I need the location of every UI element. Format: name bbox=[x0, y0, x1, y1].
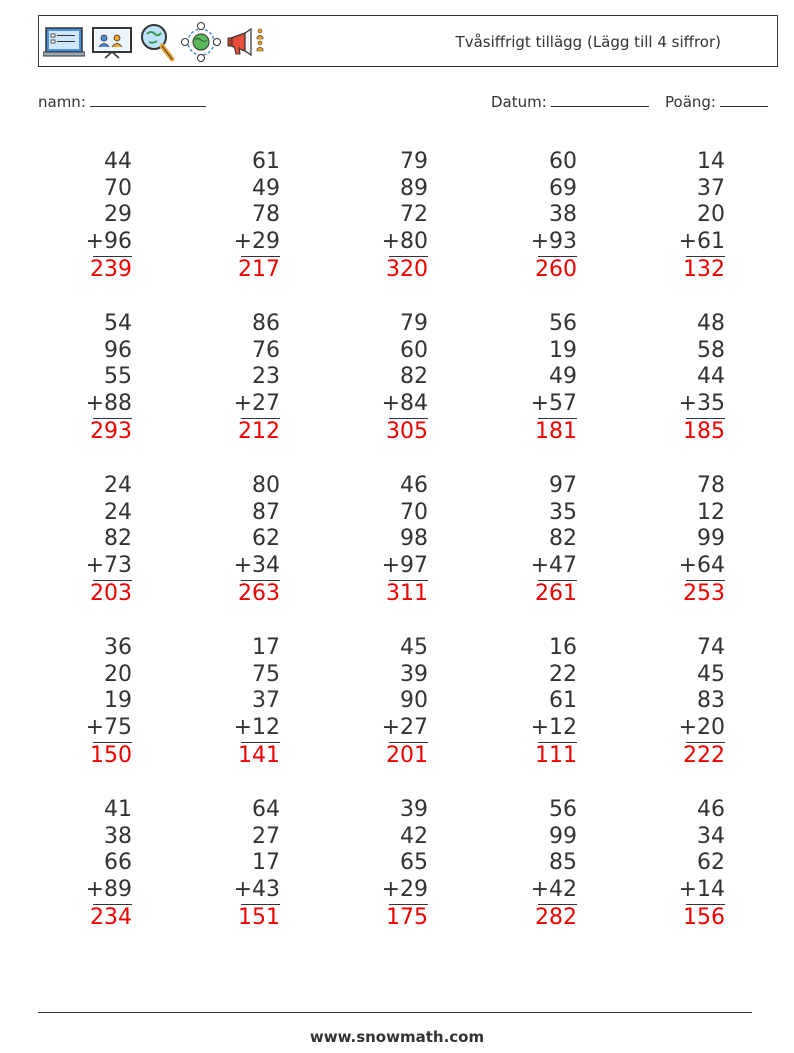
plus-sign: + bbox=[85, 715, 104, 741]
problem-1-1 bbox=[12, 148, 132, 288]
laptop-checklist-icon bbox=[43, 26, 85, 58]
problem-5-4 bbox=[457, 796, 577, 936]
problem-4-4 bbox=[457, 634, 577, 774]
addend: 61 bbox=[252, 149, 280, 174]
addend-value: 88 bbox=[104, 391, 132, 417]
last-addend bbox=[679, 876, 725, 903]
addend: 62 bbox=[697, 850, 725, 876]
addend-value: 20 bbox=[697, 715, 725, 741]
problem-2-4 bbox=[457, 310, 577, 450]
name-blank[interactable] bbox=[90, 92, 206, 107]
addend: 34 bbox=[697, 823, 725, 849]
plus-sign: + bbox=[678, 553, 697, 579]
problem-1-3 bbox=[308, 148, 428, 288]
addend: 37 bbox=[252, 688, 280, 714]
addend: 62 bbox=[252, 526, 280, 552]
answer: 111 bbox=[535, 742, 577, 768]
plus-sign: + bbox=[233, 391, 252, 417]
problem-3-3 bbox=[308, 472, 428, 612]
problem-2-3 bbox=[308, 310, 428, 450]
addend: 82 bbox=[400, 364, 428, 390]
footer-divider bbox=[38, 1012, 752, 1013]
last-addend bbox=[531, 390, 577, 417]
problem-3-1 bbox=[12, 472, 132, 612]
addend: 22 bbox=[549, 661, 577, 687]
addend: 12 bbox=[697, 499, 725, 525]
plus-sign: + bbox=[85, 229, 104, 255]
plus-sign: + bbox=[85, 553, 104, 579]
problem-2-5 bbox=[605, 310, 725, 450]
presentation-board-icon bbox=[91, 25, 133, 59]
addend: 97 bbox=[549, 473, 577, 498]
addend: 38 bbox=[549, 202, 577, 228]
answer: 320 bbox=[386, 256, 428, 282]
problem-5-2 bbox=[160, 796, 280, 936]
score-field[interactable] bbox=[665, 92, 768, 111]
addend-value: 73 bbox=[104, 553, 132, 579]
problem-4-2 bbox=[160, 634, 280, 774]
date-blank[interactable] bbox=[551, 92, 649, 107]
problem-1-4 bbox=[457, 148, 577, 288]
addend-value: 43 bbox=[252, 877, 280, 903]
megaphone-icon bbox=[227, 25, 269, 59]
score-label: Poäng: bbox=[665, 93, 716, 111]
network-globe-icon bbox=[181, 22, 221, 62]
last-addend bbox=[382, 390, 428, 417]
problem-4-3 bbox=[308, 634, 428, 774]
answer: 132 bbox=[683, 256, 725, 282]
addend: 49 bbox=[252, 175, 280, 201]
plus-sign: + bbox=[381, 391, 400, 417]
date-label: Datum: bbox=[491, 93, 547, 111]
plus-sign: + bbox=[233, 877, 252, 903]
plus-sign: + bbox=[678, 715, 697, 741]
worksheet-header bbox=[38, 15, 778, 67]
last-addend bbox=[531, 228, 577, 255]
answer: 217 bbox=[238, 256, 280, 282]
problem-1-2 bbox=[160, 148, 280, 288]
addend: 61 bbox=[549, 688, 577, 714]
problem-4-5 bbox=[605, 634, 725, 774]
last-addend bbox=[531, 876, 577, 903]
answer: 150 bbox=[90, 742, 132, 768]
answer: 151 bbox=[238, 904, 280, 930]
addend: 78 bbox=[697, 473, 725, 498]
last-addend bbox=[234, 552, 280, 579]
addend: 42 bbox=[400, 823, 428, 849]
addend: 17 bbox=[252, 635, 280, 660]
addend-value: 34 bbox=[252, 553, 280, 579]
magnifier-globe-icon bbox=[139, 22, 175, 62]
addend-value: 61 bbox=[697, 229, 725, 255]
addend: 75 bbox=[252, 661, 280, 687]
problem-2-1 bbox=[12, 310, 132, 450]
problem-5-5 bbox=[605, 796, 725, 936]
answer: 156 bbox=[683, 904, 725, 930]
score-blank[interactable] bbox=[720, 92, 768, 107]
addend: 39 bbox=[400, 661, 428, 687]
plus-sign: + bbox=[678, 391, 697, 417]
plus-sign: + bbox=[530, 553, 549, 579]
answer: 260 bbox=[535, 256, 577, 282]
addend: 60 bbox=[400, 337, 428, 363]
addend: 80 bbox=[252, 473, 280, 498]
addend: 54 bbox=[104, 311, 132, 336]
last-addend bbox=[86, 228, 132, 255]
addend-value: 84 bbox=[400, 391, 428, 417]
addend: 45 bbox=[400, 635, 428, 660]
addend: 20 bbox=[104, 661, 132, 687]
addend: 44 bbox=[697, 364, 725, 390]
addend-value: 12 bbox=[252, 715, 280, 741]
plus-sign: + bbox=[530, 391, 549, 417]
name-field[interactable] bbox=[38, 92, 206, 111]
addend: 29 bbox=[104, 202, 132, 228]
addend: 69 bbox=[549, 175, 577, 201]
plus-sign: + bbox=[530, 715, 549, 741]
last-addend bbox=[679, 552, 725, 579]
addend: 36 bbox=[104, 635, 132, 660]
date-field[interactable] bbox=[491, 92, 649, 111]
addend: 65 bbox=[400, 850, 428, 876]
addend: 82 bbox=[104, 526, 132, 552]
addend: 49 bbox=[549, 364, 577, 390]
addend-value: 14 bbox=[697, 877, 725, 903]
last-addend bbox=[234, 876, 280, 903]
answer: 263 bbox=[238, 580, 280, 606]
last-addend bbox=[382, 876, 428, 903]
addend-value: 75 bbox=[104, 715, 132, 741]
plus-sign: + bbox=[678, 229, 697, 255]
answer: 222 bbox=[683, 742, 725, 768]
name-label: namn: bbox=[38, 93, 86, 111]
plus-sign: + bbox=[381, 553, 400, 579]
addend-value: 12 bbox=[549, 715, 577, 741]
addend: 17 bbox=[252, 850, 280, 876]
answer: 201 bbox=[386, 742, 428, 768]
addend: 37 bbox=[697, 175, 725, 201]
problem-5-1 bbox=[12, 796, 132, 936]
last-addend bbox=[679, 714, 725, 741]
answer: 282 bbox=[535, 904, 577, 930]
last-addend bbox=[234, 714, 280, 741]
addend: 79 bbox=[400, 311, 428, 336]
addend: 83 bbox=[697, 688, 725, 714]
addend: 74 bbox=[697, 635, 725, 660]
addend: 41 bbox=[104, 797, 132, 822]
plus-sign: + bbox=[678, 877, 697, 903]
addend: 56 bbox=[549, 311, 577, 336]
addend-value: 80 bbox=[400, 229, 428, 255]
problem-3-5 bbox=[605, 472, 725, 612]
addend-value: 89 bbox=[104, 877, 132, 903]
last-addend bbox=[234, 390, 280, 417]
last-addend bbox=[234, 228, 280, 255]
addend-value: 97 bbox=[400, 553, 428, 579]
header-icons bbox=[43, 21, 269, 63]
plus-sign: + bbox=[381, 715, 400, 741]
addend: 96 bbox=[104, 337, 132, 363]
problem-2-2 bbox=[160, 310, 280, 450]
plus-sign: + bbox=[233, 229, 252, 255]
plus-sign: + bbox=[530, 229, 549, 255]
addend: 78 bbox=[252, 202, 280, 228]
addend: 70 bbox=[400, 499, 428, 525]
addend-value: 29 bbox=[252, 229, 280, 255]
addend: 98 bbox=[400, 526, 428, 552]
plus-sign: + bbox=[233, 553, 252, 579]
last-addend bbox=[679, 228, 725, 255]
answer: 293 bbox=[90, 418, 132, 444]
last-addend bbox=[531, 714, 577, 741]
addend-value: 47 bbox=[549, 553, 577, 579]
answer: 203 bbox=[90, 580, 132, 606]
answer: 305 bbox=[386, 418, 428, 444]
addend: 44 bbox=[104, 149, 132, 174]
addend-value: 42 bbox=[549, 877, 577, 903]
addend: 99 bbox=[549, 823, 577, 849]
problem-3-4 bbox=[457, 472, 577, 612]
problem-4-1 bbox=[12, 634, 132, 774]
addend-value: 27 bbox=[252, 391, 280, 417]
last-addend bbox=[679, 390, 725, 417]
addend: 39 bbox=[400, 797, 428, 822]
addend: 89 bbox=[400, 175, 428, 201]
addend: 45 bbox=[697, 661, 725, 687]
problem-5-3 bbox=[308, 796, 428, 936]
addend: 46 bbox=[697, 797, 725, 822]
addend: 86 bbox=[252, 311, 280, 336]
addend: 24 bbox=[104, 499, 132, 525]
addend: 56 bbox=[549, 797, 577, 822]
worksheet-title: Tvåsiffrigt tillägg (Lägg till 4 siffror) bbox=[455, 33, 721, 51]
last-addend bbox=[382, 552, 428, 579]
last-addend bbox=[531, 552, 577, 579]
addend: 85 bbox=[549, 850, 577, 876]
addend-value: 27 bbox=[400, 715, 428, 741]
last-addend bbox=[86, 390, 132, 417]
last-addend bbox=[86, 714, 132, 741]
addend: 46 bbox=[400, 473, 428, 498]
addend: 24 bbox=[104, 473, 132, 498]
plus-sign: + bbox=[530, 877, 549, 903]
addend: 20 bbox=[697, 202, 725, 228]
problem-1-5 bbox=[605, 148, 725, 288]
addend-value: 93 bbox=[549, 229, 577, 255]
addend: 79 bbox=[400, 149, 428, 174]
addend: 27 bbox=[252, 823, 280, 849]
last-addend bbox=[86, 552, 132, 579]
answer: 185 bbox=[683, 418, 725, 444]
addend: 55 bbox=[104, 364, 132, 390]
last-addend bbox=[382, 714, 428, 741]
answer: 253 bbox=[683, 580, 725, 606]
addend: 87 bbox=[252, 499, 280, 525]
addend-value: 96 bbox=[104, 229, 132, 255]
addend: 70 bbox=[104, 175, 132, 201]
plus-sign: + bbox=[85, 391, 104, 417]
addend: 35 bbox=[549, 499, 577, 525]
addend: 58 bbox=[697, 337, 725, 363]
addend: 48 bbox=[697, 311, 725, 336]
plus-sign: + bbox=[85, 877, 104, 903]
answer: 234 bbox=[90, 904, 132, 930]
addend: 99 bbox=[697, 526, 725, 552]
addend: 60 bbox=[549, 149, 577, 174]
plus-sign: + bbox=[381, 877, 400, 903]
addend: 14 bbox=[697, 149, 725, 174]
plus-sign: + bbox=[381, 229, 400, 255]
answer: 212 bbox=[238, 418, 280, 444]
addend: 72 bbox=[400, 202, 428, 228]
last-addend bbox=[382, 228, 428, 255]
answer: 239 bbox=[90, 256, 132, 282]
addend: 19 bbox=[104, 688, 132, 714]
footer-site: www.snowmath.com bbox=[309, 1028, 485, 1046]
answer: 175 bbox=[386, 904, 428, 930]
addend: 19 bbox=[549, 337, 577, 363]
plus-sign: + bbox=[233, 715, 252, 741]
last-addend bbox=[86, 876, 132, 903]
addend-value: 35 bbox=[697, 391, 725, 417]
problem-3-2 bbox=[160, 472, 280, 612]
addend: 38 bbox=[104, 823, 132, 849]
answer: 141 bbox=[238, 742, 280, 768]
addend: 66 bbox=[104, 850, 132, 876]
addend: 16 bbox=[549, 635, 577, 660]
addend: 64 bbox=[252, 797, 280, 822]
addend-value: 57 bbox=[549, 391, 577, 417]
addend-value: 64 bbox=[697, 553, 725, 579]
answer: 311 bbox=[386, 580, 428, 606]
answer: 261 bbox=[535, 580, 577, 606]
addend: 82 bbox=[549, 526, 577, 552]
addend: 23 bbox=[252, 364, 280, 390]
addend: 90 bbox=[400, 688, 428, 714]
addend-value: 29 bbox=[400, 877, 428, 903]
addend: 76 bbox=[252, 337, 280, 363]
answer: 181 bbox=[535, 418, 577, 444]
